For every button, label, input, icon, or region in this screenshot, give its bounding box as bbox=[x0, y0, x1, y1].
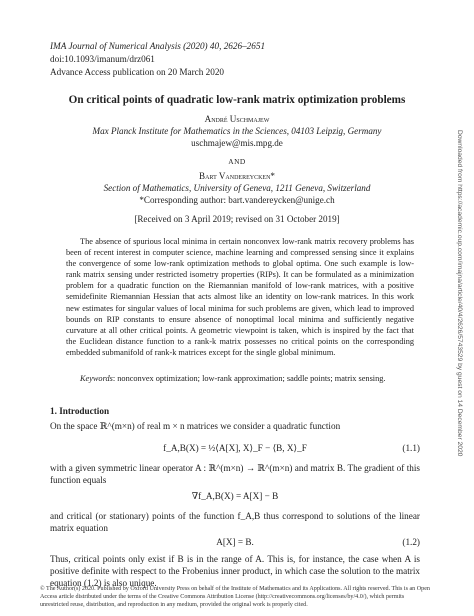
author2-name: Bart Vandereycken* bbox=[199, 171, 275, 181]
keywords-label: Keywords bbox=[80, 374, 113, 383]
equation-1-1 bbox=[50, 443, 420, 457]
author1-email[interactable]: uschmajew@mis.mpg.de bbox=[191, 138, 283, 148]
equation-number: (1.2) bbox=[402, 537, 420, 547]
download-notice-text[interactable]: Downloaded from https://academic.oup.com/imajna/article/40/4/2626/5743529 by guest on 14 December 2020 bbox=[456, 130, 463, 457]
intro-paragraph-4: Thus, critical points only exist if B is in the range of A. This is, for instance, the case when A is positive definite with respect to the Frobenius inner product, in which case the solution to the matrix equation (1.2) is also unique. bbox=[50, 554, 420, 589]
author2-affiliation: Section of Mathematics, University of Geneva, 1211 Geneva, Switzerland bbox=[103, 183, 371, 193]
equation-number: (1.1) bbox=[402, 443, 420, 453]
equation-expression: A[X] = B. bbox=[216, 537, 254, 547]
author1-affiliation: Max Planck Institute for Mathematics in the Sciences, 04103 Leipzig, Germany bbox=[92, 126, 382, 136]
journal-citation: IMA Journal of Numerical Analysis (2020) 40, 2626–2651 bbox=[50, 41, 266, 51]
equation-1-2 bbox=[50, 537, 420, 551]
keywords bbox=[66, 373, 414, 384]
equation-gradient bbox=[50, 491, 420, 505]
intro-paragraph-3: and critical (or stationary) points of the function f_A,B thus correspond to solutions of the linear matrix equation bbox=[50, 511, 420, 534]
and-separator: AND bbox=[228, 157, 246, 166]
intro-paragraph-2: with a given symmetric linear operator A : ℝ^(m×n) → ℝ^(m×n) and matrix B. The gradient of this function equals bbox=[50, 463, 420, 486]
author1-name: André Uschmajew bbox=[204, 114, 270, 124]
section-heading: 1. Introduction bbox=[50, 406, 110, 416]
abstract: The absence of spurious local minima in certain nonconvex low-rank matrix recovery problems has been of recent interest in computer science, machine learning and compressed sensing since it explains the convergence of some low-rank optimization methods to global optima. One such example is low-rank matrix sensing under restricted isometry properties (RIPs). It can be formulated as a minimization problem for a quadratic function on the Riemannian manifold of low-rank matrices, with a positive semidefinite Riemannian Hessian that acts almost like an identity on low-rank matrices. In this work new estimates for singular values of local minima for such problems are given, which lead to improved bounds on RIP constants to ensure absence of nonoptimal local minima and sufficiently negative curvature at all other critical points. A geometric viewpoint is taken, which is inspired by the fact that the Euclidean distance function to a rank-k matrix possesses no critical points on the corresponding embedded submanifold of rank-k matrices except for the single global minimum. bbox=[66, 237, 414, 357]
download-notice bbox=[455, 130, 465, 590]
received-dates: [Received on 3 April 2019; revised on 31 October 2019] bbox=[134, 214, 340, 224]
doi[interactable]: doi:10.1093/imanum/drz061 bbox=[50, 54, 155, 64]
equation-expression: f_A,B(X) = ½⟨A[X], X⟩_F − ⟨B, X⟩_F bbox=[163, 443, 307, 453]
publication-date: Advance Access publication on 20 March 2020 bbox=[50, 67, 225, 77]
corresponding-author[interactable]: *Corresponding author: bart.vandereycken@unige.ch bbox=[139, 195, 335, 205]
paper-title: On critical points of quadratic low-rank matrix optimization problems bbox=[68, 94, 406, 106]
journal-header bbox=[50, 40, 265, 79]
keywords-text: : nonconvex optimization; low-rank approximation; saddle points; matrix sensing. bbox=[112, 374, 386, 383]
copyright-footer: © The Author(s) 2020. Published by Oxford University Press on behalf of the Institute of Mathematics and its Applications. All rights reserved. This is an Open Access article distributed under the terms of the Creative Commons Attribution License (http://creativecommons.org/licenses/by/4.0/), which permits unrestricted reuse, distribution, and reproduction in any medium, provided the original work is properly cited. bbox=[40, 586, 430, 608]
gradient-expression: ∇f_A,B(X) = A[X] − B bbox=[191, 491, 279, 501]
intro-paragraph-1: On the space ℝ^(m×n) of real m × n matrices we consider a quadratic function bbox=[50, 421, 341, 431]
